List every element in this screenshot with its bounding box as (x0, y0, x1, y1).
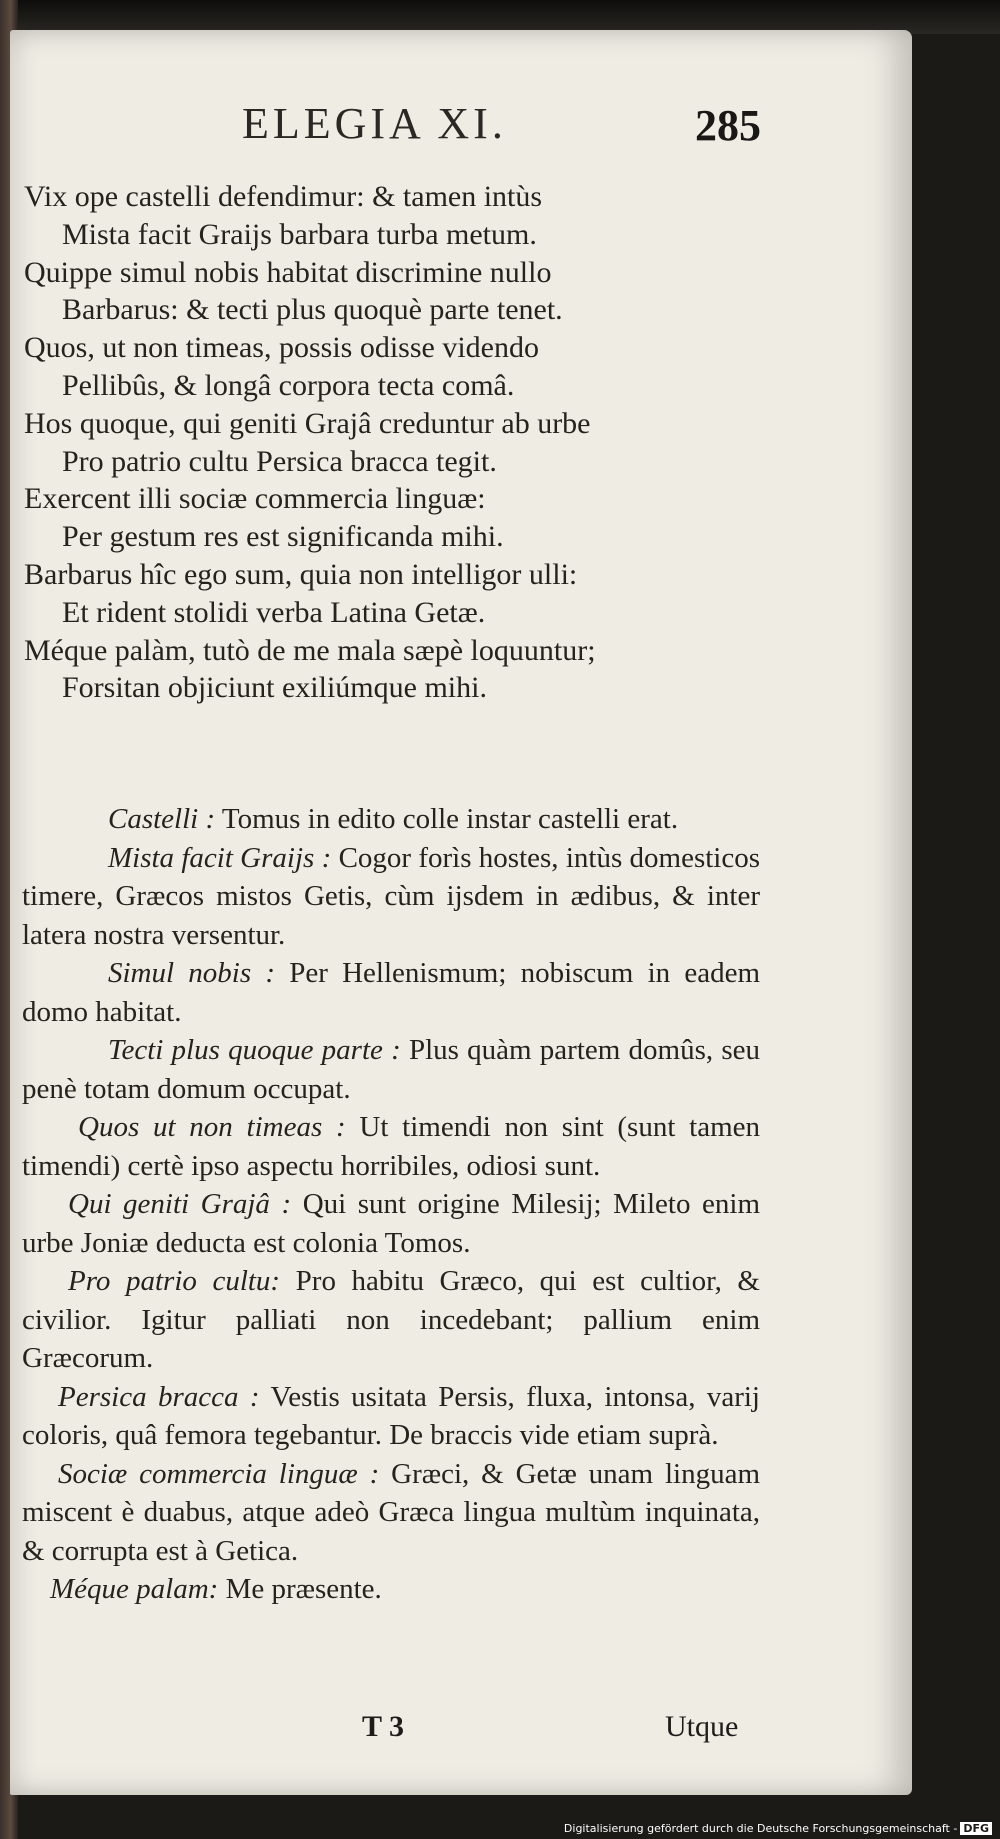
note-lemma: Persica bracca : (58, 1380, 260, 1413)
verse-line: Méque palàm, tutò de me mala sæpè loquuntur; (24, 633, 596, 667)
verse-line: Pro patrio cultu Persica bracca tegit. (62, 444, 497, 478)
verse-line: Et rident stolidi verba Latina Getæ. (62, 595, 486, 629)
commentary-note (22, 1031, 760, 1108)
signature-mark: T 3 (362, 1710, 404, 1743)
page-number: 285 (695, 101, 761, 150)
note-lemma: Castelli : (108, 803, 216, 835)
commentary-note (22, 1378, 760, 1455)
verse-line: Pellibûs, & longâ corpora tecta comâ. (62, 368, 515, 402)
commentary-note (22, 839, 760, 955)
verse-line: Barbarus hîc ego sum, quia non intelligor ulli: (24, 557, 578, 591)
note-lemma: Tecti plus quoque parte : (108, 1034, 401, 1066)
commentary-note (22, 1570, 760, 1609)
note-text: Pro habitu Græco, qui est cultior, & civilior. Igitur palliati non incedebant; pallium enim Græcorum. (22, 1265, 760, 1374)
note-lemma: Quos ut non timeas : (78, 1111, 346, 1143)
commentary-note (22, 1185, 760, 1262)
verse-line: Barbarus: & tecti plus quoquè parte tenet. (62, 293, 563, 327)
note-text: Per Hellenismum; nobiscum in eadem domo habitat. (22, 957, 761, 1028)
note-lemma: Mista facit Graijs : (108, 841, 332, 874)
note-lemma: Pro patrio cultu: (68, 1265, 281, 1297)
note-text: Cogor forìs hostes, intùs domesticos timere, Græcos mistos Getis, cùm ijsdem in ædibus, & inter latera nostra versentur. (22, 841, 761, 951)
note-text: Vestis usitata Persis, fluxa, intonsa, varij coloris, quâ femora tegebantur. De braccis vide etiam suprà. (22, 1380, 760, 1451)
note-text: Qui sunt origine Milesij; Mileto enim urbe Joniæ deducta est colonia Tomos. (22, 1188, 761, 1259)
commentary-note (22, 954, 760, 1031)
note-text: Plus quàm partem domûs, seu penè totam domum occupat. (22, 1034, 760, 1105)
verse-line: Exercent illi sociæ commercia linguæ: (24, 482, 486, 516)
book-page (10, 30, 912, 1795)
note-lemma: Simul nobis : (108, 957, 275, 989)
note-lemma: Sociæ commercia linguæ : (58, 1457, 380, 1490)
commentary-note (22, 1262, 760, 1378)
commentary-note (22, 800, 760, 839)
commentary-notes (22, 800, 760, 1609)
note-lemma: Qui geniti Grajâ : (68, 1188, 292, 1220)
digitization-credit (564, 1822, 992, 1835)
scan-top-edge (0, 0, 1000, 34)
note-text: Tomus in edito colle instar castelli erat. (221, 803, 679, 835)
note-text: Græci, & Getæ unam linguam miscent è duabus, atque adeò Græca lingua multùm inquinata, & corrupta est à Getica. (22, 1457, 761, 1567)
commentary-note (22, 1108, 760, 1185)
note-text: Me præsente. (225, 1573, 382, 1605)
verse-line: Hos quoque, qui geniti Grajâ creduntur ab urbe (24, 406, 591, 440)
running-head: ELEGIA XI. (242, 99, 507, 148)
verse-line: Quos, ut non timeas, possis odisse videndo (24, 331, 539, 365)
note-text: Ut timendi non sint (sunt tamen timendi) certè ipso aspectu horribiles, odiosi sunt. (22, 1111, 760, 1182)
verse-line: Forsitan objiciunt exiliúmque mihi. (62, 671, 487, 705)
commentary-note (22, 1455, 760, 1571)
poem-verses (24, 178, 904, 707)
verse-line: Mista facit Graijs barbara turba metum. (62, 217, 537, 251)
note-lemma: Méque palam: (50, 1573, 219, 1605)
verse-line: Vix ope castelli defendimur: & tamen intùs (24, 180, 543, 213)
catchword: Utque (665, 1710, 739, 1743)
verse-line: Quippe simul nobis habitat discrimine nullo (24, 255, 552, 289)
credit-text: Digitalisierung gefördert durch die Deutsche Forschungsgemeinschaft - (563, 1822, 958, 1835)
dfg-logo: DFG (960, 1822, 992, 1835)
verse-line: Per gestum res est significanda mihi. (62, 520, 504, 554)
